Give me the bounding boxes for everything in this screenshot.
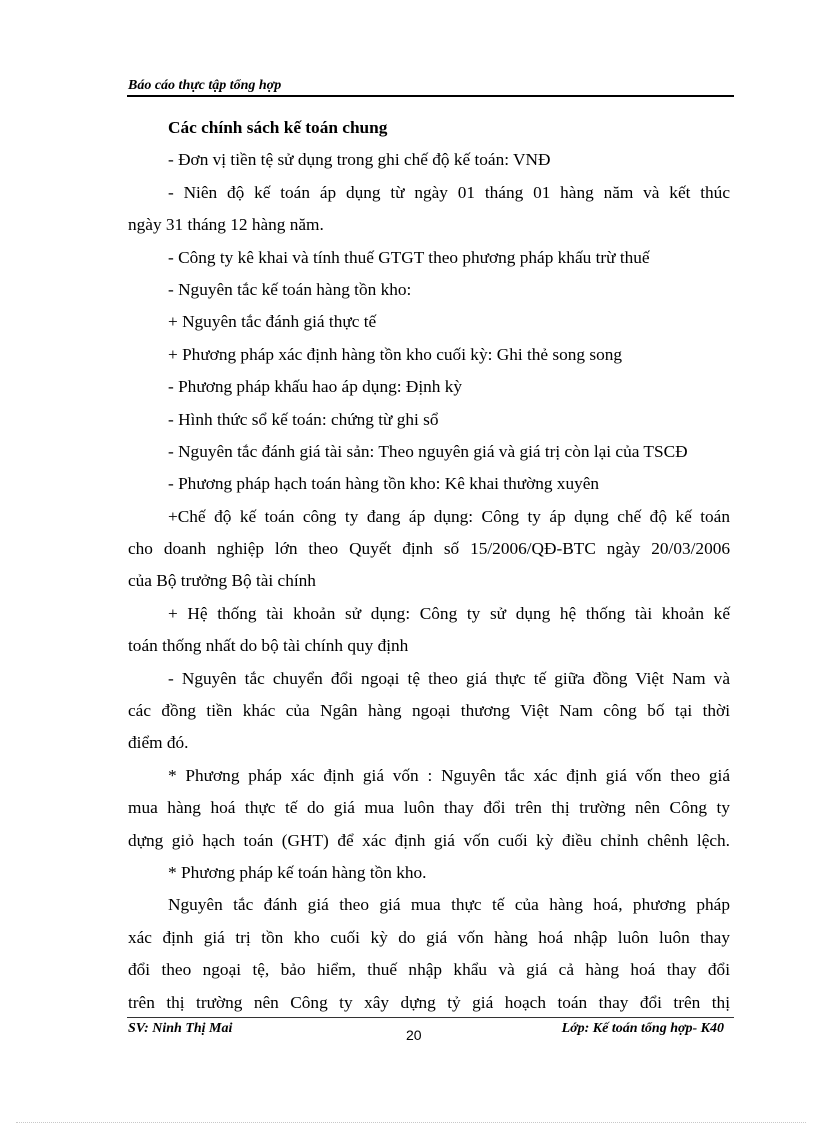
paragraph-line: - Niên độ kế toán áp dụng từ ngày 01 tháng 01 hàng năm và kết thúc <box>168 182 730 202</box>
paragraph-line: - Hình thức sổ kế toán: chứng từ ghi sổ <box>168 409 439 429</box>
paragraph-line: - Đơn vị tiền tệ sử dụng trong ghi chế độ kế toán: VNĐ <box>168 150 551 170</box>
paragraph-line: - Phương pháp hạch toán hàng tồn kho: Kê khai thường xuyên <box>168 474 600 494</box>
paragraph-line: dựng giỏ hạch toán (GHT) để xác định giá vốn cuối kỳ điều chỉnh chênh lệch. <box>128 830 730 850</box>
section-heading: Các chính sách kế toán chung <box>168 118 388 137</box>
document-body <box>128 112 730 1019</box>
paragraph-line: * Phương pháp xác định giá vốn : Nguyên tắc xác định giá vốn theo giá <box>168 765 730 785</box>
paragraph-line: + Nguyên tắc đánh giá thực tế <box>168 312 377 332</box>
paragraph-line: * Phương pháp kế toán hàng tồn kho. <box>168 862 427 882</box>
paragraph-line: - Nguyên tắc kế toán hàng tồn kho: <box>168 279 412 299</box>
paragraph-line: - Công ty kê khai và tính thuế GTGT theo phương pháp khấu trừ thuế <box>168 247 650 267</box>
paragraph-line: + Hệ thống tài khoản sử dụng: Công ty sử dụng hệ thống tài khoản kế <box>168 603 730 623</box>
paragraph-line: ngày 31 tháng 12 hàng năm. <box>128 215 324 235</box>
paragraph-line: - Phương pháp khấu hao áp dụng: Định kỳ <box>168 377 463 397</box>
running-header: Báo cáo thực tập tổng hợp <box>128 78 282 93</box>
paragraph-line: xác định giá trị tồn kho cuối kỳ do giá vốn hàng hoá nhập luôn luôn thay <box>128 927 730 947</box>
paragraph-line: - Nguyên tắc đánh giá tài sản: Theo nguyên giá và giá trị còn lại của TSCĐ <box>168 441 688 461</box>
paragraph-line: + Phương pháp xác định hàng tồn kho cuối kỳ: Ghi thẻ song song <box>168 344 623 364</box>
paragraph-line: +Chế độ kế toán công ty đang áp dụng: Công ty áp dụng chế độ kế toán <box>168 506 730 526</box>
paragraph-line: trên thị trường nên Công ty xây dựng tỷ giá hoạch toán thay đổi trên thị <box>128 992 730 1012</box>
footer-student-name: SV: Ninh Thị Mai <box>128 1021 233 1036</box>
paragraph-line: toán thống nhất do bộ tài chính quy định <box>128 636 409 656</box>
paragraph-line: điểm đó. <box>128 733 189 753</box>
footer-divider <box>127 1017 734 1018</box>
paragraph-line: cho doanh nghiệp lớn theo Quyết định số 15/2006/QĐ-BTC ngày 20/03/2006 <box>128 539 730 559</box>
paragraph-line: - Nguyên tắc chuyển đổi ngoại tệ theo giá thực tế giữa đồng Việt Nam và <box>168 668 730 688</box>
paragraph-line: Nguyên tắc đánh giá theo giá mua thực tế của hàng hoá, phương pháp <box>168 895 730 915</box>
footer-class: Lớp: Kế toán tổng hợp- K40 <box>561 1021 724 1036</box>
paragraph-line: mua hàng hoá thực tế do giá mua luôn thay đổi trên thị trường nên Công ty <box>128 798 730 818</box>
page-number: 20 <box>406 1027 422 1043</box>
header-divider <box>127 95 734 97</box>
paragraph-line: các đồng tiền khác của Ngân hàng ngoại thương Việt Nam công bố tại thời <box>128 701 730 721</box>
paragraph-line: đổi theo ngoại tệ, bảo hiểm, thuế nhập khẩu và giá cả hàng hoá thay đổi <box>128 960 730 980</box>
paragraph-line: của Bộ trưởng Bộ tài chính <box>128 571 316 591</box>
